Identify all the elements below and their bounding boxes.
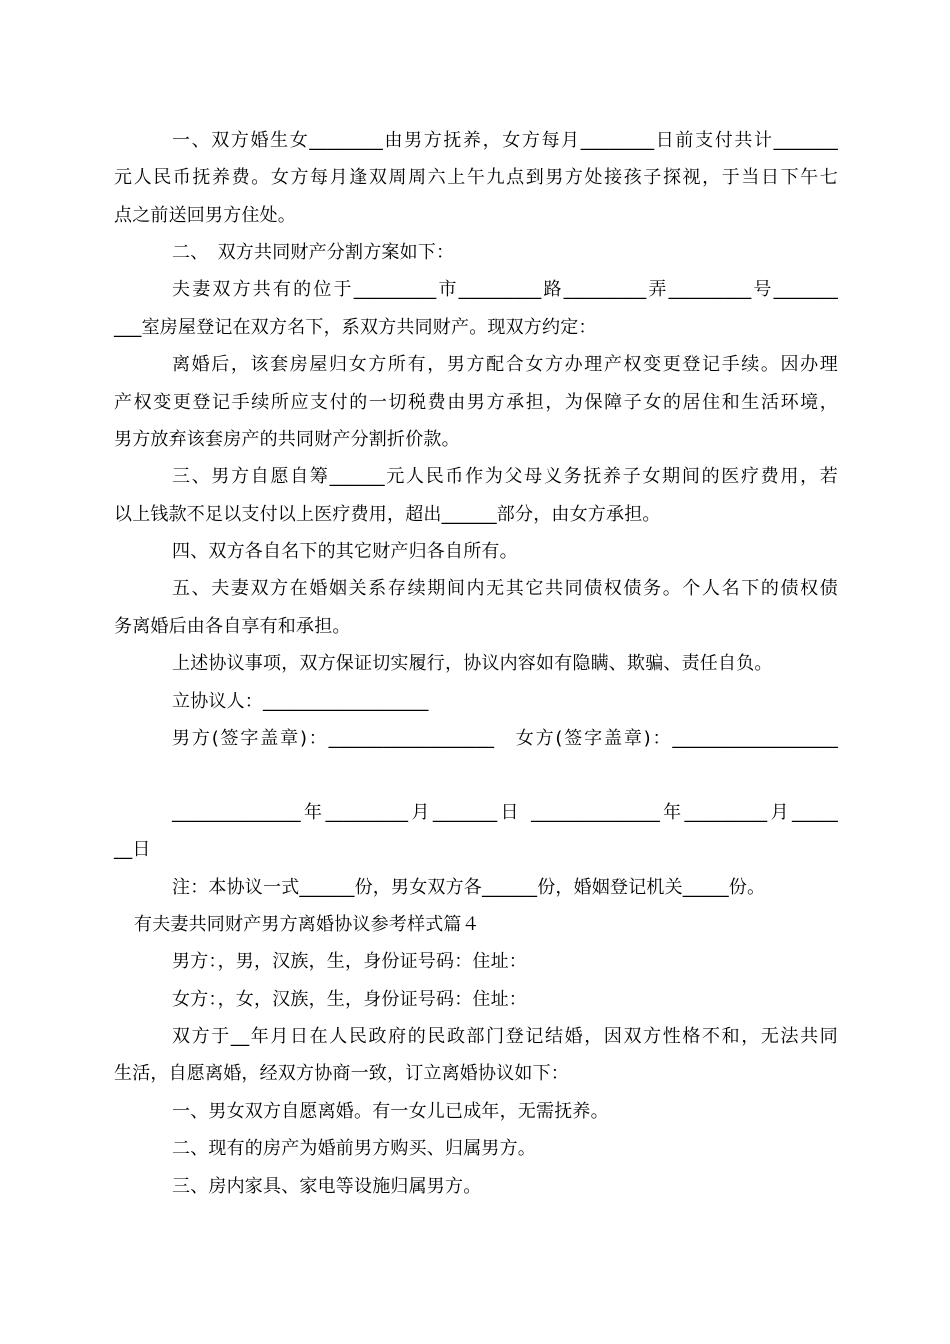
clause-1-line-1: 一、双方婚生女________由男方抚养，女方每月________日前支付共计_______ [172, 130, 838, 151]
new-clause-3: 三、房内家具、家电等设施归属男方。 [172, 1176, 482, 1197]
clause-1-line-2: 元人民币抚养费。女方每月逢双周周六上午九点到男方处接孩子探视，于当日下午七 [114, 167, 838, 188]
date-line-2: __日 [114, 839, 151, 860]
property-line-2: ___室房屋登记在双方名下，系双方共同财产。现双方约定： [114, 317, 597, 338]
copies-note: 注：本协议一式______份，男女双方各______份，婚姻登记机关_____份。 [172, 877, 766, 898]
section-heading: 有夫妻共同财产男方离婚协议参考样式篇４ [134, 914, 480, 935]
clause-5-line-2: 务离婚后由各自享有和承担。 [114, 616, 351, 637]
clause-5-line-1: 五、夫妻双方在婚姻关系存续期间内无其它共同债权债务。个人名下的债权债 [172, 578, 838, 599]
clause-3-line-1: 三、男方自愿自筹______元人民币作为父母义务抚养子女期间的医疗费用，若 [172, 466, 838, 487]
marriage-statement-line-1: 双方于__年月日在人民政府的民政部门登记结婚，因双方性格不和，无法共同 [172, 1026, 838, 1047]
house-clause-line-1: 离婚后，该套房屋归女方所有，男方配合女方办理产权变更登记手续。因办理 [172, 354, 838, 375]
marriage-statement-line-2: 生活，自愿离婚，经双方协商一致，订立离婚协议如下： [114, 1063, 569, 1084]
property-line-1: 夫妻双方共有的位于_________市_________路_________弄_________号_______ [172, 279, 838, 300]
guarantee-statement: 上述协议事项，双方保证切实履行，协议内容如有隐瞒、欺骗、责任自负。 [172, 653, 773, 674]
clause-1-line-3: 点之前送回男方住处。 [114, 205, 296, 226]
clause-2-heading: 二、 双方共同财产分割方案如下： [172, 242, 455, 263]
date-line-1: ______________年_________月_______日 ______________年_________月_____ [172, 802, 838, 823]
house-clause-line-2: 产权变更登记手续所应支付的一切税费由男方承担，为保障子女的居住和生活环境， [114, 392, 838, 413]
signatory-line: 立协议人：__________________ [172, 691, 429, 712]
signature-line: 男方(签字盖章)：__________________ 女方(签字盖章)：__________________ [172, 728, 838, 749]
female-party-info: 女方：，女，汉族，生，身份证号码：住址： [172, 989, 527, 1010]
new-clause-2: 二、现有的房产为婚前男方购买、归属男方。 [172, 1138, 536, 1159]
male-party-info: 男方：，男，汉族，生，身份证号码：住址： [172, 951, 527, 972]
clause-4: 四、双方各自名下的其它财产归各自所有。 [172, 541, 518, 562]
clause-3-line-2: 以上钱款不足以支付以上医疗费用，超出______部分，由女方承担。 [114, 504, 661, 525]
new-clause-1: 一、男女双方自愿离婚。有一女儿已成年，无需抚养。 [172, 1101, 609, 1122]
house-clause-line-3: 男方放弃该套房产的共同财产分割折价款。 [114, 429, 460, 450]
